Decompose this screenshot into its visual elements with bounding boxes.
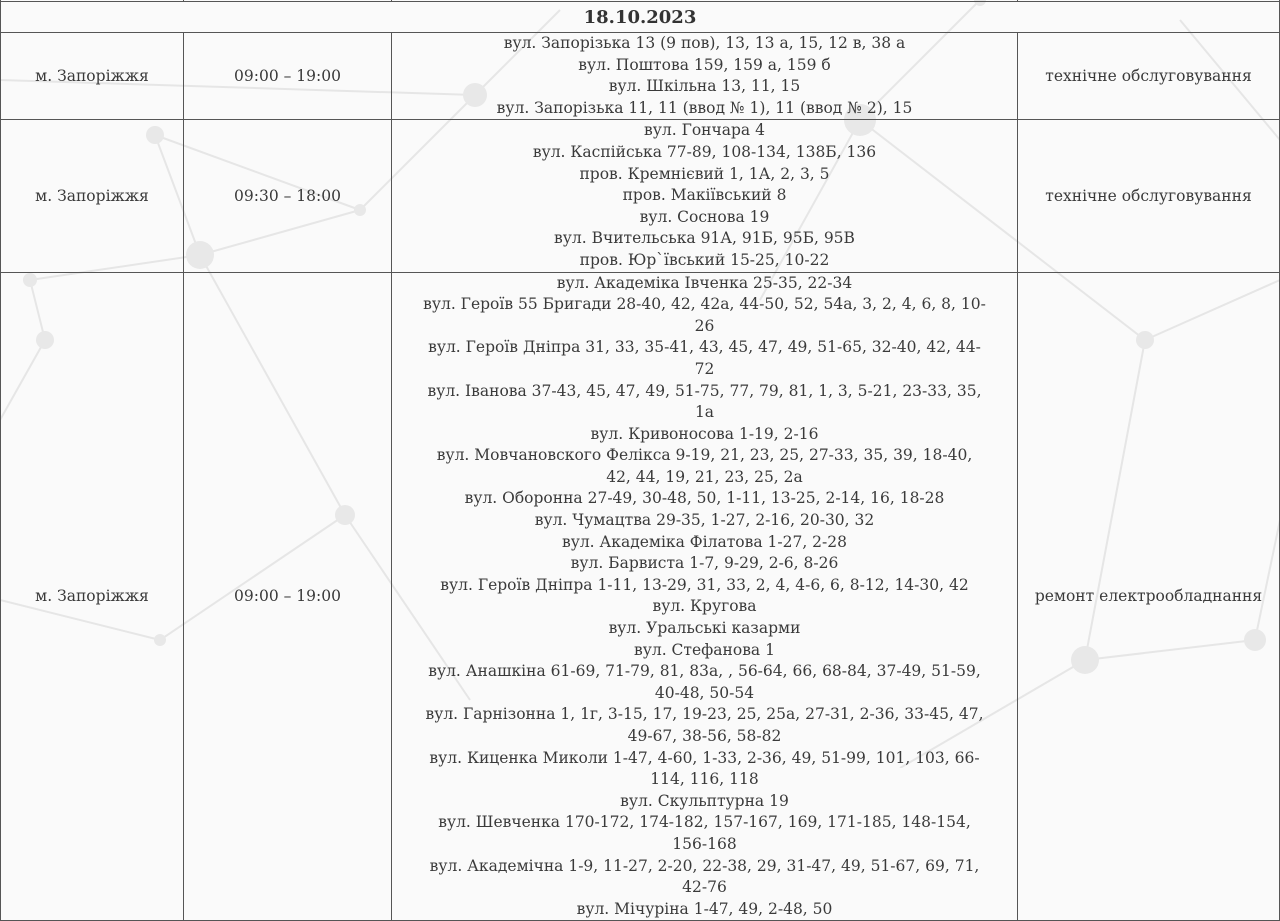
address-line: вул. Запорізька 13 (9 пов), 13, 13 а, 15, 12 в, 38 а (503, 34, 906, 52)
city-cell: м. Запоріжжя (1, 33, 184, 120)
address-line: вул. Мічуріна 1-47, 49, 2-48, 50 (576, 899, 833, 918)
address-line: вул. Каспійська 77-89, 108-134, 138Б, 136 (532, 142, 877, 161)
table-row (1, 120, 1280, 272)
address-line: пров. Кремнієвий 1, 1А, 2, 3, 5 (579, 164, 830, 183)
table-row (1, 33, 1280, 120)
address-line: вул. Гончара 4 (644, 121, 765, 140)
address-line: вул. Оборонна 27-49, 30-48, 50, 1-11, 13-25, 2-14, 16, 18-28 (464, 489, 945, 508)
time-cell: 09:00 – 19:00 (184, 272, 392, 921)
address-line: вул. Запорізька 11, 11 (ввод № 1), 11 (ввод № 2), 15 (496, 98, 913, 117)
address-line: пров. Макіївський 8 (622, 186, 787, 205)
address-line: вул. Іванова 37-43, 45, 47, 49, 51-75, 77, 79, 81, 1, 3, 5-21, 23-33, 35, 1а (427, 381, 982, 422)
address-line: вул. Поштова 159, 159 а, 159 б (578, 55, 831, 74)
table-row (1, 272, 1280, 921)
address-line: вул. Героїв 55 Бригади 28-40, 42, 42а, 44-50, 52, 54а, 3, 2, 4, 6, 8, 10-26 (423, 295, 986, 335)
work-type-cell: ремонт електрообладнання (1018, 272, 1280, 921)
addresses-cell (392, 33, 1018, 120)
date-header: 18.10.2023 (1, 2, 1280, 33)
address-line: вул. Гарнізонна 1, 1г, 3-15, 17, 19-23, 25, 25а, 27-31, 2-36, 33-45, 47, 49-67, 38-56, 58-82 (425, 705, 984, 745)
city-cell: м. Запоріжжя (1, 272, 184, 921)
address-line: вул. Кругова (652, 597, 757, 616)
time-cell: 09:00 – 19:00 (184, 33, 392, 120)
work-type-cell: технічне обслуговування (1018, 33, 1280, 120)
address-line: вул. Уральські казарми (608, 619, 801, 638)
address-line: вул. Шевченка 170-172, 174-182, 157-167, 169, 171-185, 148-154, 156-168 (438, 813, 971, 853)
address-line: вул. Героїв Дніпра 31, 33, 35-41, 43, 45, 47, 49, 51-65, 32-40, 42, 44-72 (428, 338, 981, 378)
address-line: вул. Киценка Миколи 1-47, 4-60, 1-33, 2-36, 49, 51-99, 101, 103, 66-114, 116, 118 (429, 748, 980, 789)
address-line: вул. Кривоносова 1-19, 2-16 (590, 424, 819, 443)
address-line: вул. Академіка Івченка 25-35, 22-34 (556, 273, 853, 292)
address-line: вул. Соснова 19 (639, 207, 770, 226)
addresses-cell (392, 272, 1018, 921)
work-type-cell: технічне обслуговування (1018, 120, 1280, 272)
address-line: вул. Скульптурна 19 (620, 791, 789, 810)
date-header-row (1, 2, 1280, 33)
address-line: пров. Юр`ївський 15-25, 10-22 (579, 250, 830, 269)
address-line: вул. Академічна 1-9, 11-27, 2-20, 22-38, 29, 31-47, 49, 51-67, 69, 71, 42-76 (429, 856, 980, 897)
address-line: вул. Чумацтва 29-35, 1-27, 2-16, 20-30, 32 (534, 511, 875, 530)
address-line: вул. Вчительська 91А, 91Б, 95Б, 95В (554, 229, 855, 248)
addresses-cell (392, 120, 1018, 272)
address-line: вул. Шкільна 13, 11, 15 (608, 77, 801, 96)
address-line: вул. Мовчановского Фелікса 9-19, 21, 23, 25, 27-33, 35, 39, 18-40, 42, 44, 19, 21, 23, 25, 2а (436, 446, 973, 486)
address-line: вул. Барвиста 1-7, 9-29, 2-6, 8-26 (570, 554, 839, 573)
address-line: вул. Героїв Дніпра 1-11, 13-29, 31, 33, 2, 4, 4-6, 6, 8-12, 14-30, 42 (440, 575, 969, 594)
address-line: вул. Анашкіна 61-69, 71-79, 81, 83а, , 56-64, 66, 68-84, 37-49, 51-59, 40-48, 50-54 (428, 662, 981, 702)
address-line: вул. Стефанова 1 (634, 640, 775, 659)
city-cell: м. Запоріжжя (1, 120, 184, 272)
address-line: вул. Академіка Філатова 1-27, 2-28 (561, 532, 847, 551)
time-cell: 09:30 – 18:00 (184, 120, 392, 272)
